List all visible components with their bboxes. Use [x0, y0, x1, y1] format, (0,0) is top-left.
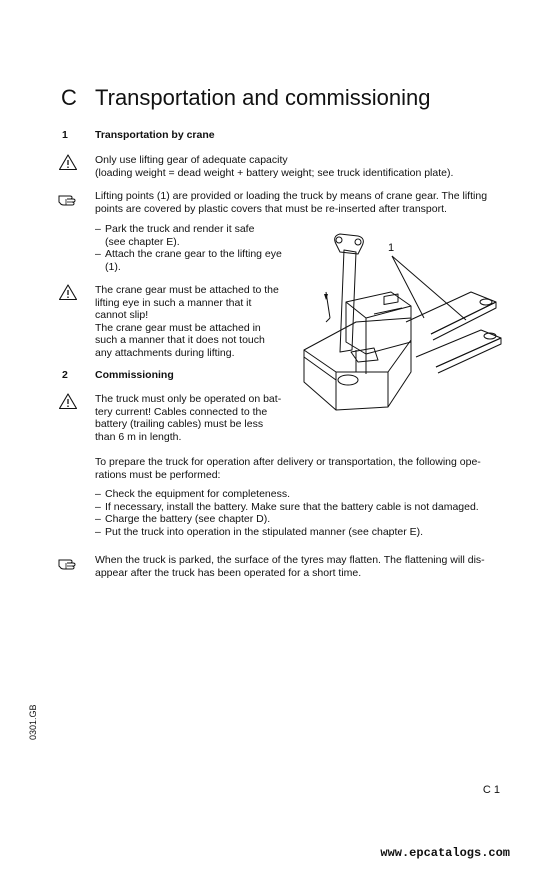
warning-lifting-gear [95, 154, 505, 179]
text-line: than 6 m in length. [95, 430, 182, 443]
text-line: (loading weight = dead weight + battery weight; see truck identification plate). [95, 166, 454, 179]
text-line: tery current! Cables connected to the [95, 405, 268, 418]
text-line: The crane gear must be attached in [95, 321, 261, 334]
page-number: C 1 [482, 784, 500, 796]
text-line: (1). [105, 260, 121, 273]
chapter-letter: C [61, 85, 77, 110]
note-lifting-points [95, 190, 505, 215]
text-line: – Attach the crane gear to the lifting eye [105, 248, 282, 260]
list-item [95, 223, 295, 248]
text-line: lifting eye in such a manner that it [95, 296, 252, 309]
text-line: battery (trailing cables) must be less [95, 418, 264, 430]
list-item: – Put the truck into operation in the stipulated manner (see chapter E). [95, 526, 510, 539]
section-2-title: Commissioning [95, 369, 174, 381]
list-item [95, 248, 295, 273]
section-1-number: 1 [62, 129, 68, 141]
document-code: 0301.GB [28, 704, 38, 740]
warning-crane-gear [95, 284, 285, 359]
commissioning-intro [95, 456, 505, 481]
text-line: When the truck is parked, the surface of the tyres may flatten. The flattening will dis- [95, 554, 485, 566]
commissioning-checklist [95, 488, 510, 538]
text-line: – Park the truck and render it safe [105, 223, 255, 235]
watermark-text: www.epcatalogs.com [380, 846, 510, 860]
crane-steps-list [95, 223, 295, 273]
pallet-truck-illustration [296, 222, 506, 432]
pointing-hand-icon [58, 554, 80, 572]
warning-triangle-icon [58, 153, 78, 171]
text-line: cannot slip! [95, 309, 149, 321]
warning-triangle-icon [58, 392, 78, 410]
section-1-title: Transportation by crane [95, 129, 215, 141]
text-line: The crane gear must be attached to the [95, 284, 279, 296]
text-line: rations must be performed: [95, 468, 221, 481]
text-line: Only use lifting gear of adequate capacity [95, 154, 288, 166]
page-title: Transportation and commissioning [95, 85, 431, 110]
section-2-number: 2 [62, 369, 68, 381]
warning-triangle-icon [58, 283, 78, 301]
warning-battery-current [95, 393, 285, 443]
figure-callout-1: 1 [388, 242, 395, 254]
text-line: (see chapter E). [105, 235, 180, 248]
text-line: appear after the truck has been operated for a short time. [95, 566, 362, 579]
text-line: To prepare the truck for operation after delivery or transportation, the following ope- [95, 456, 481, 468]
text-line: Lifting points (1) are provided or loading the truck by means of crane gear. The lifting [95, 190, 488, 202]
pointing-hand-icon [58, 190, 80, 208]
list-item: – If necessary, install the battery. Make sure that the battery cable is not damaged. [95, 501, 510, 514]
text-line: such a manner that it does not touch [95, 334, 265, 346]
text-line: The truck must only be operated on bat- [95, 393, 282, 405]
list-item: – Check the equipment for completeness. [95, 488, 510, 501]
text-line: points are covered by plastic covers that must be re-inserted after transport. [95, 202, 447, 215]
text-line: any attachments during lifting. [95, 346, 235, 359]
list-item: – Charge the battery (see chapter D). [95, 513, 510, 526]
note-tyres-flatten [95, 554, 505, 579]
